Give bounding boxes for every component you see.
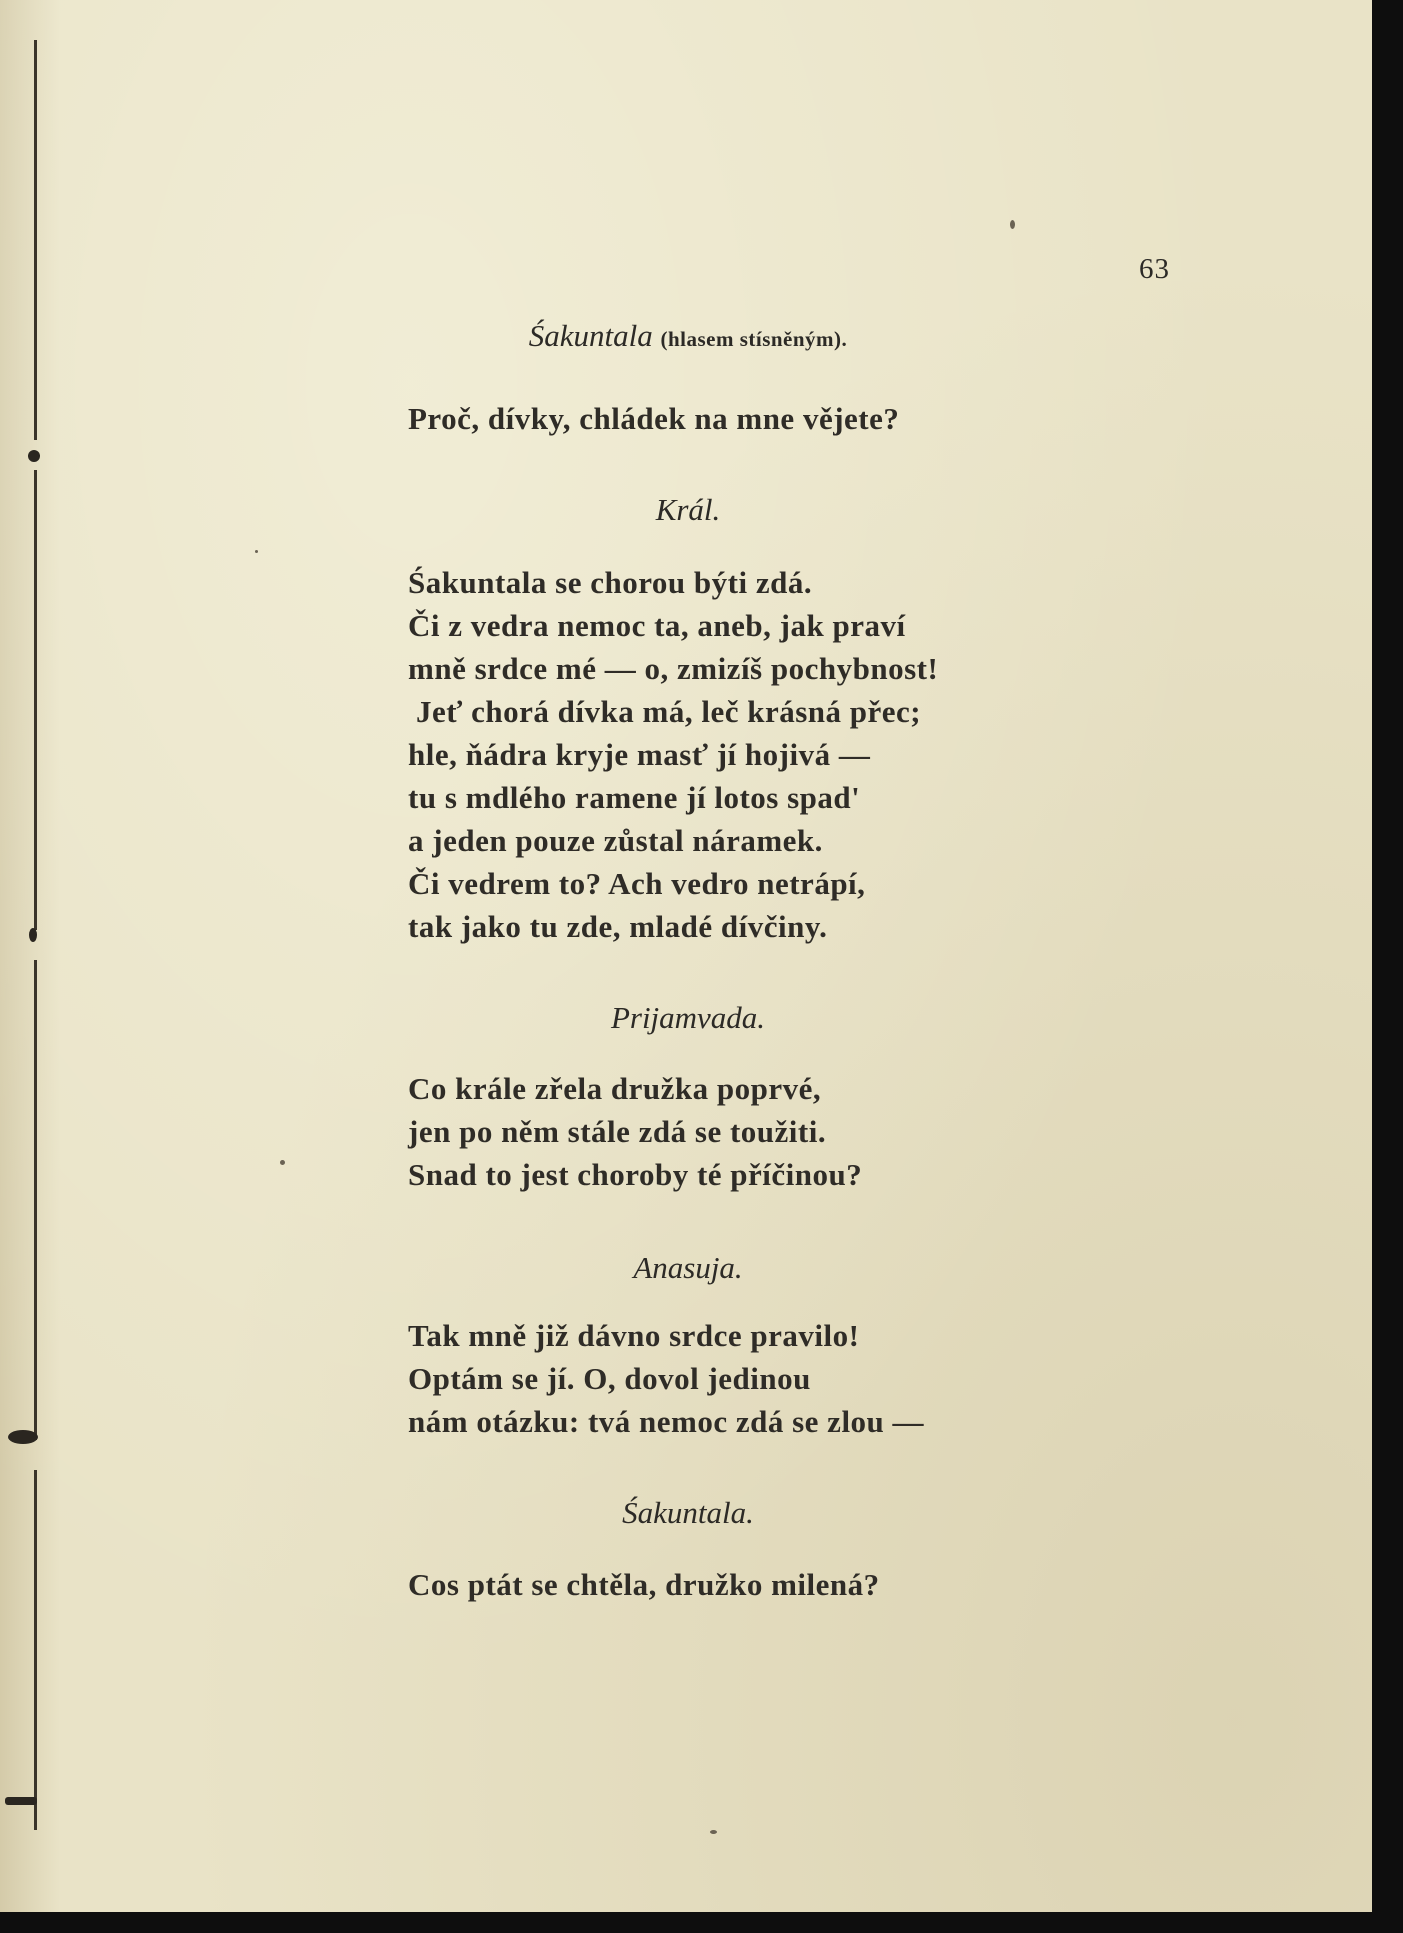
speaker-name: Śakuntala <box>528 318 653 353</box>
verse-line: Či z vedra nemoc ta, aneb, jak praví <box>408 608 906 643</box>
verse-line: Co krále zřela družka poprvé, <box>408 1071 822 1106</box>
binding-line <box>34 1470 37 1830</box>
scan-border-bottom <box>0 1912 1403 1933</box>
speaker-name: Prijamvada. <box>610 1000 766 1035</box>
verse-line: Či vedrem to? Ach vedro netrápí, <box>408 866 866 901</box>
verse-line: Proč, dívky, chládek na mne vějete? <box>408 401 900 436</box>
paper-speck <box>710 1830 717 1834</box>
verse-line: Jeť chorá dívka má, leč krásná přec; <box>416 694 922 729</box>
speaker-name: Král. <box>655 492 721 527</box>
verse-line: Optám se jí. O, dovol jedinou <box>408 1361 811 1396</box>
verse-block <box>408 1563 880 1606</box>
binding-mark <box>8 1430 38 1444</box>
speaker-heading <box>408 318 968 354</box>
speaker-heading <box>408 1495 968 1531</box>
verse-line: Cos ptát se chtěla, družko milená? <box>408 1567 880 1602</box>
paper-speck <box>255 550 258 553</box>
verse-block <box>408 561 938 948</box>
binding-mark <box>5 1797 37 1805</box>
verse-line: nám otázku: tvá nemoc zdá se zlou — <box>408 1404 925 1439</box>
speaker-heading <box>408 1250 968 1286</box>
speaker-name: Śakuntala. <box>622 1495 754 1530</box>
verse-line: jen po něm stále zdá se toužiti. <box>408 1114 827 1149</box>
verse-line: Snad to jest choroby té příčinou? <box>408 1157 863 1192</box>
binding-mark <box>28 450 40 462</box>
verse-line: mně srdce mé — o, zmizíš pochybnost! <box>408 651 939 686</box>
paper-speck <box>1010 220 1015 229</box>
binding-line <box>34 960 37 1440</box>
stage-direction: (hlasem stísněným). <box>660 327 848 351</box>
verse-line: tak jako tu zde, mladé dívčiny. <box>408 909 828 944</box>
speaker-heading <box>408 492 968 528</box>
verse-block <box>408 1314 924 1443</box>
binding-mark <box>29 928 37 942</box>
verse-line: hle, ňádra kryje masť jí hojivá — <box>408 737 871 772</box>
verse-line: Śakuntala se chorou býti zdá. <box>408 565 813 600</box>
scan-border-right <box>1372 0 1403 1933</box>
page-number: 63 <box>1139 253 1170 285</box>
paper-speck <box>280 1160 285 1165</box>
verse-line: a jeden pouze zůstal náramek. <box>408 823 823 858</box>
speaker-heading <box>408 1000 968 1036</box>
verse-line: tu s mdlého ramene jí lotos spad' <box>408 780 861 815</box>
verse-line: Tak mně již dávno srdce pravilo! <box>408 1318 860 1353</box>
binding-line <box>34 470 37 930</box>
binding-line <box>34 40 37 440</box>
speaker-name: Anasuja. <box>633 1250 743 1285</box>
verse-block <box>408 1067 862 1196</box>
verse-block <box>408 397 899 440</box>
